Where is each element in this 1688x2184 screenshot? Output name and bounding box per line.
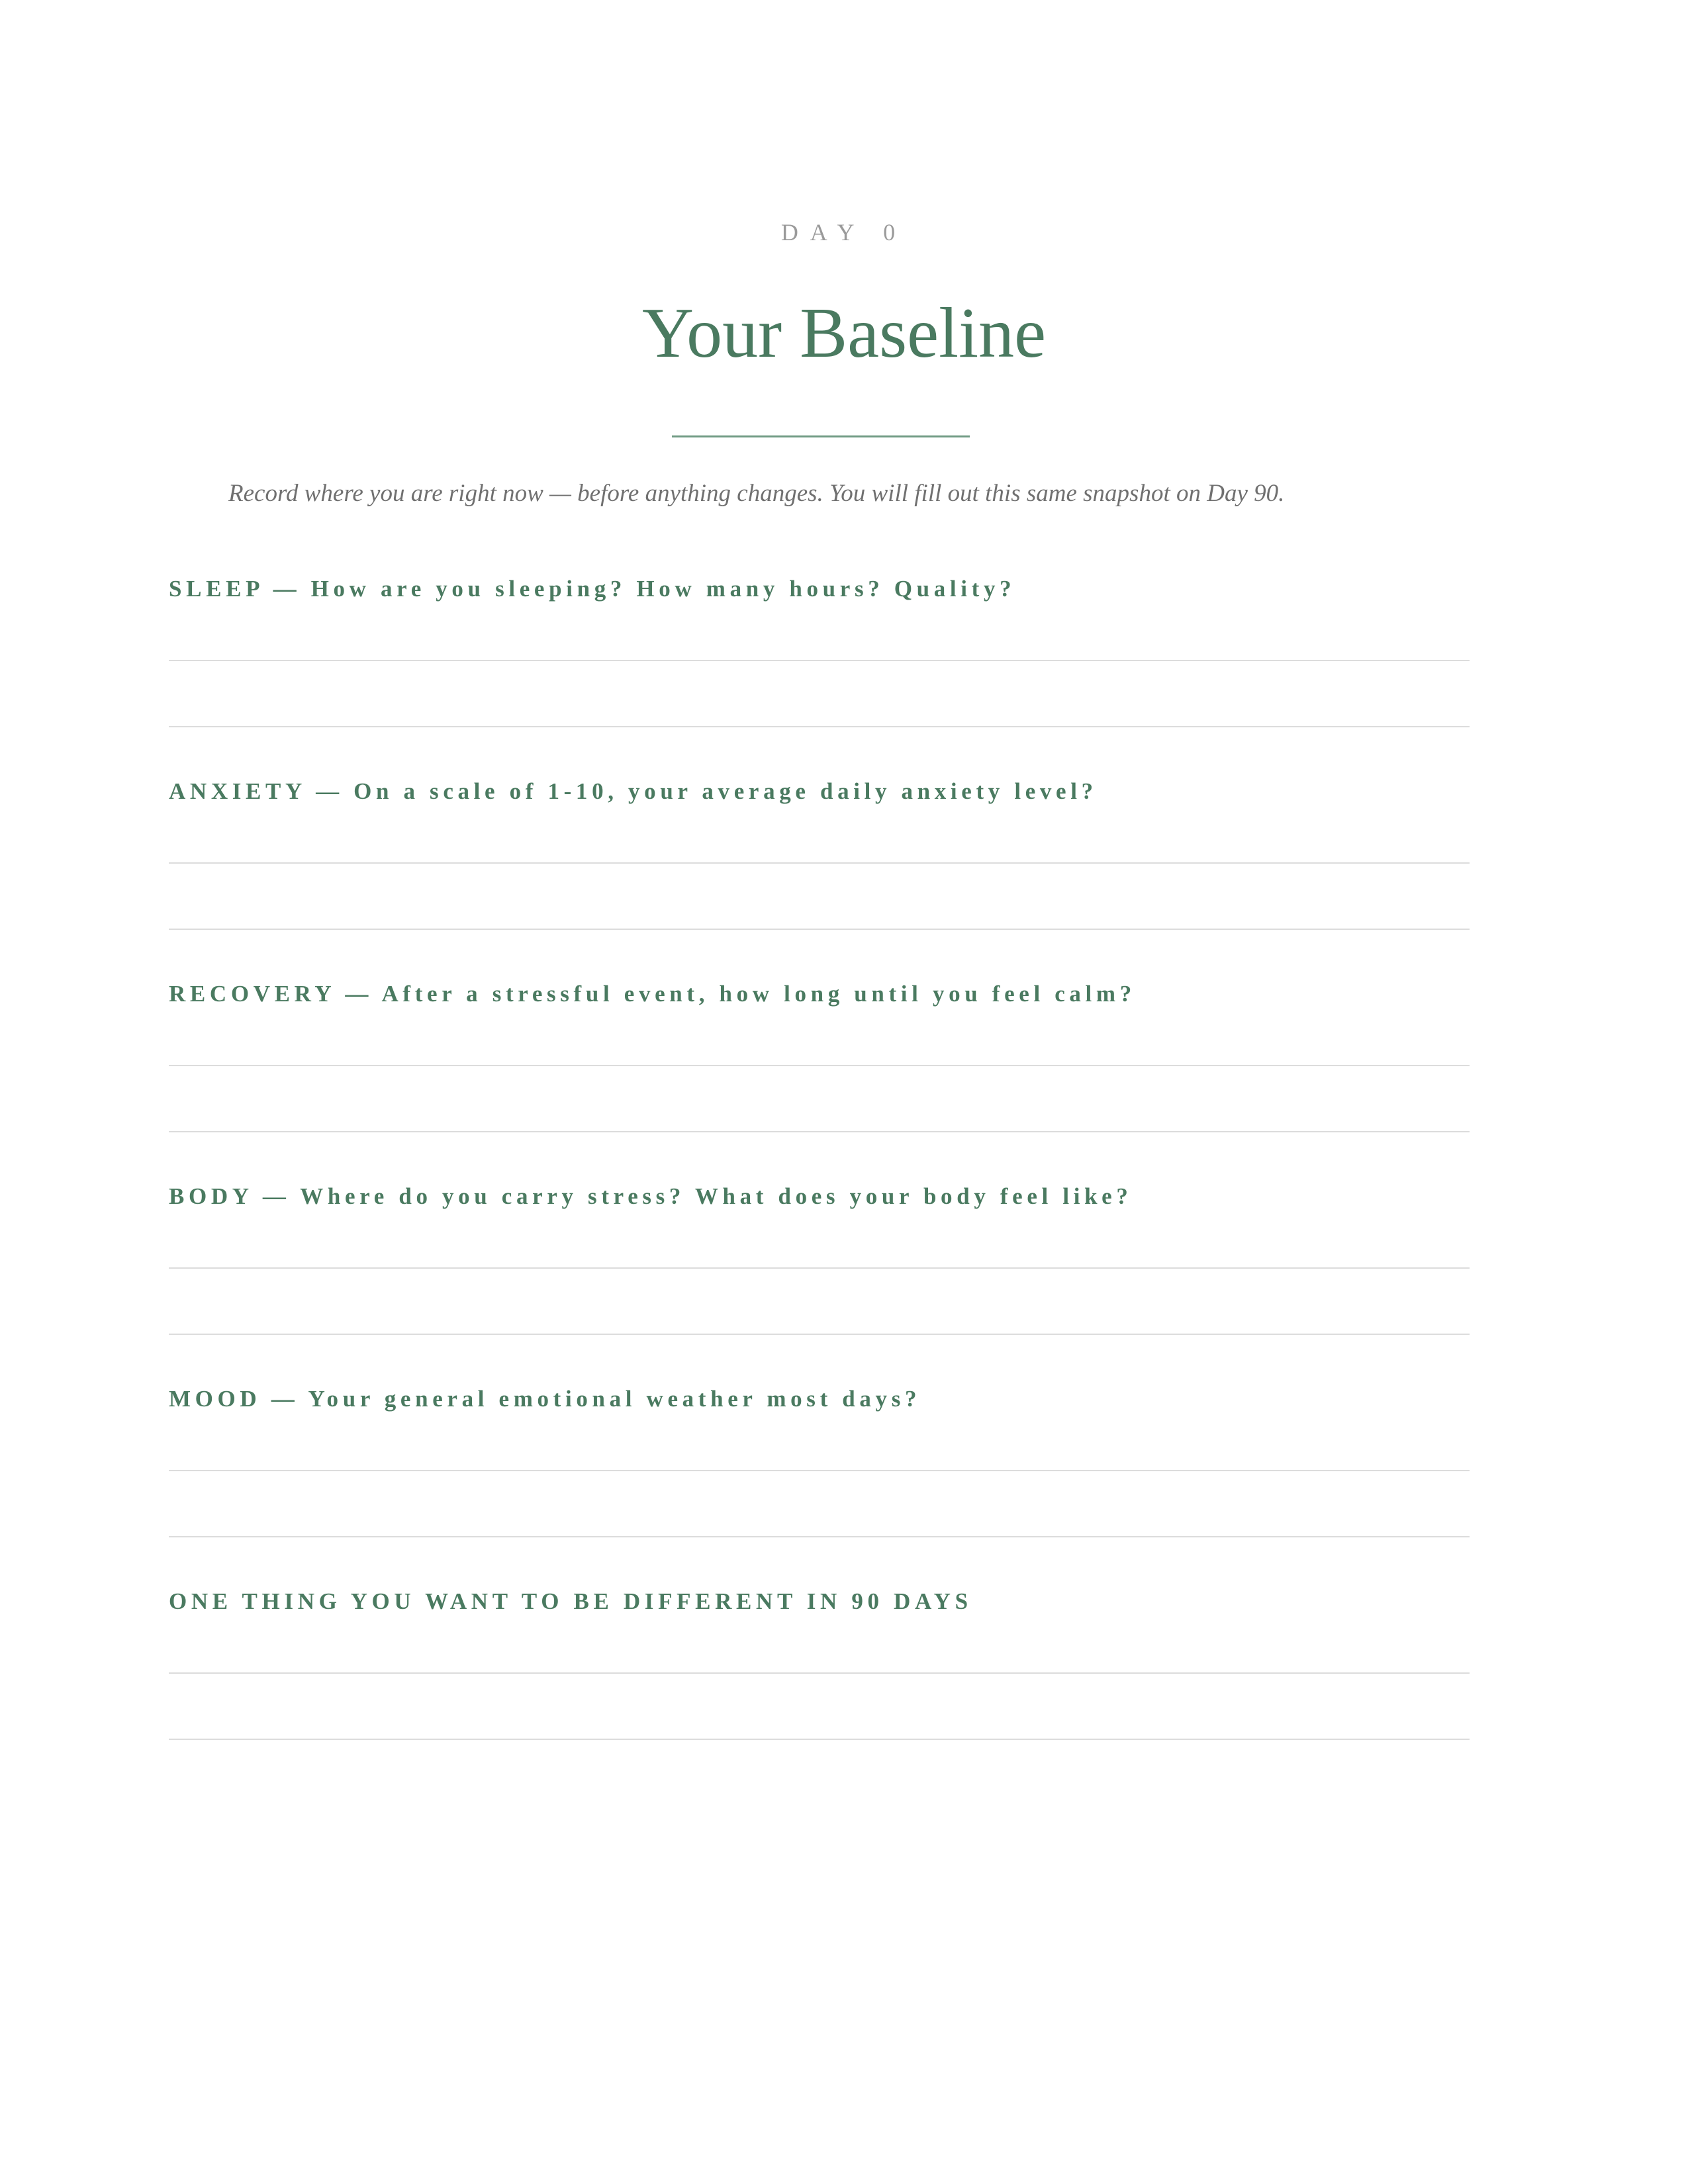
answer-line[interactable] — [169, 862, 1470, 864]
answer-line[interactable] — [169, 1739, 1470, 1740]
answer-line[interactable] — [169, 1536, 1470, 1537]
answer-line[interactable] — [169, 1470, 1470, 1471]
section-label: ONE THING YOU WANT TO BE DIFFERENT IN 90 DAYS — [169, 1588, 972, 1614]
section-label: SLEEP — How are you sleeping? How many hours? Quality? — [169, 576, 1016, 602]
answer-line[interactable] — [169, 1065, 1470, 1066]
title-divider — [672, 435, 970, 437]
section-label: BODY — Where do you carry stress? What does your body feel like? — [169, 1183, 1133, 1209]
day-kicker: DAY 0 — [780, 219, 908, 246]
answer-line[interactable] — [169, 726, 1470, 727]
answer-line[interactable] — [169, 1334, 1470, 1335]
intro-text: Record where you are right now — before anything changes. You will fill out this same snapshot on Day 90. — [228, 480, 1285, 507]
page-title: Your Baseline — [641, 294, 1047, 373]
answer-line[interactable] — [169, 1267, 1470, 1269]
section-label: RECOVERY — After a stressful event, how long until you feel calm? — [169, 981, 1136, 1007]
answer-line[interactable] — [169, 929, 1470, 930]
section-label: ANXIETY — On a scale of 1-10, your average daily anxiety level? — [169, 778, 1098, 804]
answer-line[interactable] — [169, 1672, 1470, 1674]
answer-line[interactable] — [169, 660, 1470, 661]
answer-line[interactable] — [169, 1131, 1470, 1132]
section-label: MOOD — Your general emotional weather most days? — [169, 1386, 921, 1412]
